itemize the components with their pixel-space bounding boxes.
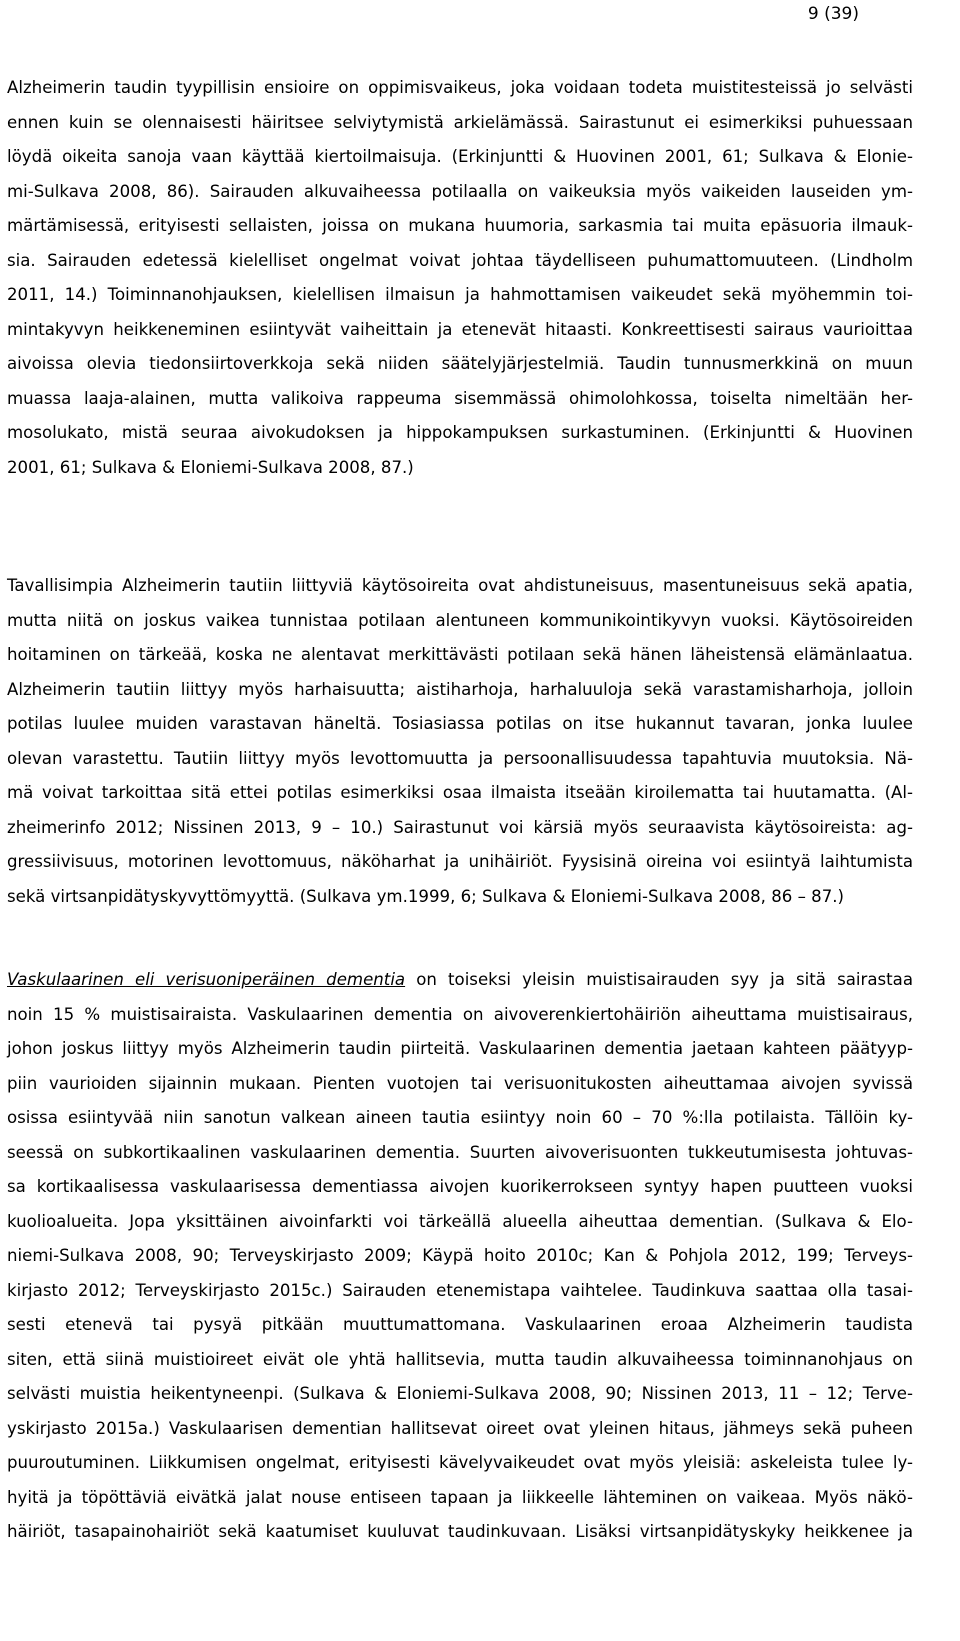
term-heading: Vaskulaarinen eli verisuoniperäinen dementia bbox=[7, 970, 406, 989]
text-line: Alzheimerin tautiin liittyy myös harhaisuutta; aistiharhoja, harhaluuloja sekä varastamisharhoja, jolloin bbox=[7, 679, 913, 699]
text-line: sa kortikaalisessa vaskulaarisessa dementiassa aivojen kuorikerrokseen syntyy hapen puutteen vuoksi bbox=[7, 1177, 913, 1196]
text-line: sesti etenevä tai pysyä pitkään muuttumattomana. Vaskulaarinen eroaa Alzheimerin taudista bbox=[7, 1315, 913, 1334]
text-line: mosolukato, mistä seuraa aivokudoksen ja hippokampuksen surkastuminen. (Erkinjuntti & Huovinen bbox=[7, 423, 913, 442]
text-line: ennen kuin se olennaisesti häiritsee selviytymistä arkielämässä. Sairastunut ei esimerkiksi puhuessaan bbox=[7, 112, 913, 132]
text-line: selvästi muistia heikentyneenpi. (Sulkava & Eloniemi-Sulkava 2008, 90; Nissinen 2013, 11 – 12; Terve- bbox=[7, 1384, 913, 1403]
text-line: märtämisessä, erityisesti sellaisten, joissa on mukana huumoria, sarkasmia tai muita epäsuoria ilmauk- bbox=[7, 216, 913, 235]
text-line: mutta niitä on joskus vaikea tunnistaa potilaan alentuneen kommunikointikyvyn vuoksi. Käytösoireiden bbox=[7, 610, 913, 630]
text-line: kuolioalueita. Jopa yksittäinen aivoinfarkti voi tärkeällä alueella aiheuttaa dementian. (Sulkava & Elo- bbox=[7, 1211, 913, 1231]
paragraph-1 bbox=[7, 71, 913, 485]
text-line: potilas luulee muiden varastavan häneltä. Tosiasiassa potilas on itse hukannut tavaran, jonka luulee bbox=[7, 714, 913, 733]
text-line: Alzheimerin taudin tyypillisin ensioire on oppimisvaikeus, joka voidaan todeta muistitesteissä jo selvästi bbox=[7, 78, 913, 97]
text-line: gressiivisuus, motorinen levottomuus, näköharhat ja unihäiriöt. Fyysisinä oireina voi esiintyä laihtumista bbox=[7, 852, 913, 871]
text-line: hoitaminen on tärkeää, koska ne alentavat merkittävästi potilaan sekä hänen läheistensä elämänlaatua. bbox=[7, 645, 913, 664]
text-line: mintakyvyn heikkeneminen esiintyvät vaiheittain ja etenevät hitaasti. Konkreettisesti sairaus vaurioittaa bbox=[7, 319, 913, 339]
text-line: Tavallisimpia Alzheimerin tautiin liittyviä käytösoireita ovat ahdistuneisuus, masentuneisuus sekä apatia, bbox=[7, 576, 913, 595]
text-line: yskirjasto 2015a.) Vaskulaarisen dementian hallitsevat oireet ovat yleinen hitaus, jähmeys sekä puheen bbox=[7, 1418, 913, 1438]
text-line: sia. Sairauden edetessä kielelliset ongelmat voivat johtaa täydelliseen puhumattomuuteen. (Lindholm bbox=[7, 250, 913, 270]
text-fragment: on toiseksi yleisin muistisairauden syy ja sitä sairastaa bbox=[405, 970, 913, 989]
text-line: sekä virtsanpidätyskyvyttömyyttä. (Sulkava ym.1999, 6; Sulkava & Eloniemi-Sulkava 2008, 86 – 87.) bbox=[7, 886, 845, 906]
text-line: noin 15 % muistisairaista. Vaskulaarinen dementia on aivoverenkiertohäiriön aiheuttama muistisairaus, bbox=[7, 1004, 913, 1024]
text-line: hyitä ja töpöttäviä eivätkä jalat nouse entiseen tapaan ja liikkeelle lähteminen on vaikeaa. Myös näkö- bbox=[7, 1487, 913, 1507]
text-line-first bbox=[7, 963, 913, 998]
text-line: piin vaurioiden sijainnin mukaan. Pienten vuotojen tai verisuonitukosten aiheuttamaa aivojen syvissä bbox=[7, 1073, 913, 1093]
text-line: puuroutuminen. Liikkumisen ongelmat, erityisesti kävelyvaikeudet ovat myös yleisiä: askeleista tulee ly- bbox=[7, 1453, 913, 1472]
text-line: olevan varastettu. Tautiin liittyy myös levottomuutta ja persoonallisuudessa tapahtuvia muutoksia. Nä- bbox=[7, 748, 913, 768]
paragraph-3 bbox=[7, 963, 913, 1550]
text-line: seessä on subkortikaalinen vaskulaarinen dementia. Suurten aivoverisuonten tukkeutumisesta johtuvas- bbox=[7, 1142, 913, 1162]
text-line: löydä oikeita sanoja vaan käyttää kiertoilmaisuja. (Erkinjuntti & Huovinen 2001, 61; Sulkava & Elonie- bbox=[7, 147, 913, 166]
text-line: mi-Sulkava 2008, 86). Sairauden alkuvaiheessa potilaalla on vaikeuksia myös vaikeiden lauseiden ym- bbox=[7, 181, 913, 201]
text-line: siten, että siinä muistioireet eivät ole yhtä hallitsevia, mutta taudin alkuvaiheessa toiminnanohjaus on bbox=[7, 1349, 913, 1369]
text-line: häiriöt, tasapainohairiöt sekä kaatumiset kuuluvat taudinkuvaan. Lisäksi virtsanpidätyskyky heikkenee ja bbox=[7, 1522, 913, 1541]
text-line: kirjasto 2012; Terveyskirjasto 2015c.) Sairauden etenemistapa vaihtelee. Taudinkuva saattaa olla tasai- bbox=[7, 1280, 913, 1300]
text-line: aivoissa olevia tiedonsiirtoverkkoja sekä niiden säätelyjärjestelmiä. Taudin tunnusmerkkinä on muun bbox=[7, 354, 913, 373]
text-line: niemi-Sulkava 2008, 90; Terveyskirjasto 2009; Käypä hoito 2010c; Kan & Pohjola 2012, 199; Terveys- bbox=[7, 1246, 913, 1265]
text-line: 2011, 14.) Toiminnanohjauksen, kielellisen ilmaisun ja hahmottamisen vaikeudet sekä myöhemmin toi- bbox=[7, 285, 913, 304]
text-line: muassa laaja-alainen, mutta valikoiva rappeuma sisemmässä ohimolohkossa, toiselta nimeltään her- bbox=[7, 388, 913, 408]
paragraph-2 bbox=[7, 569, 913, 914]
text-line: johon joskus liittyy myös Alzheimerin taudin piirteitä. Vaskulaarinen dementia jaetaan kahteen päätyyp- bbox=[7, 1039, 913, 1058]
text-line: osissa esiintyvää niin sanotun valkean aineen tautia esiintyy noin 60 – 70 %:lla potilaista. Tällöin ky- bbox=[7, 1108, 913, 1127]
text-line: mä voivat tarkoittaa sitä ettei potilas esimerkiksi osaa ilmaista itseään kiroilematta tai huutamatta. (Al- bbox=[7, 783, 913, 802]
page-number: 9 (39) bbox=[807, 4, 859, 24]
text-line: zheimerinfo 2012; Nissinen 2013, 9 – 10.) Sairastunut voi kärsiä myös seuraavista käytösoireista: ag- bbox=[7, 817, 913, 837]
text-line: 2001, 61; Sulkava & Eloniemi-Sulkava 2008, 87.) bbox=[7, 457, 414, 477]
